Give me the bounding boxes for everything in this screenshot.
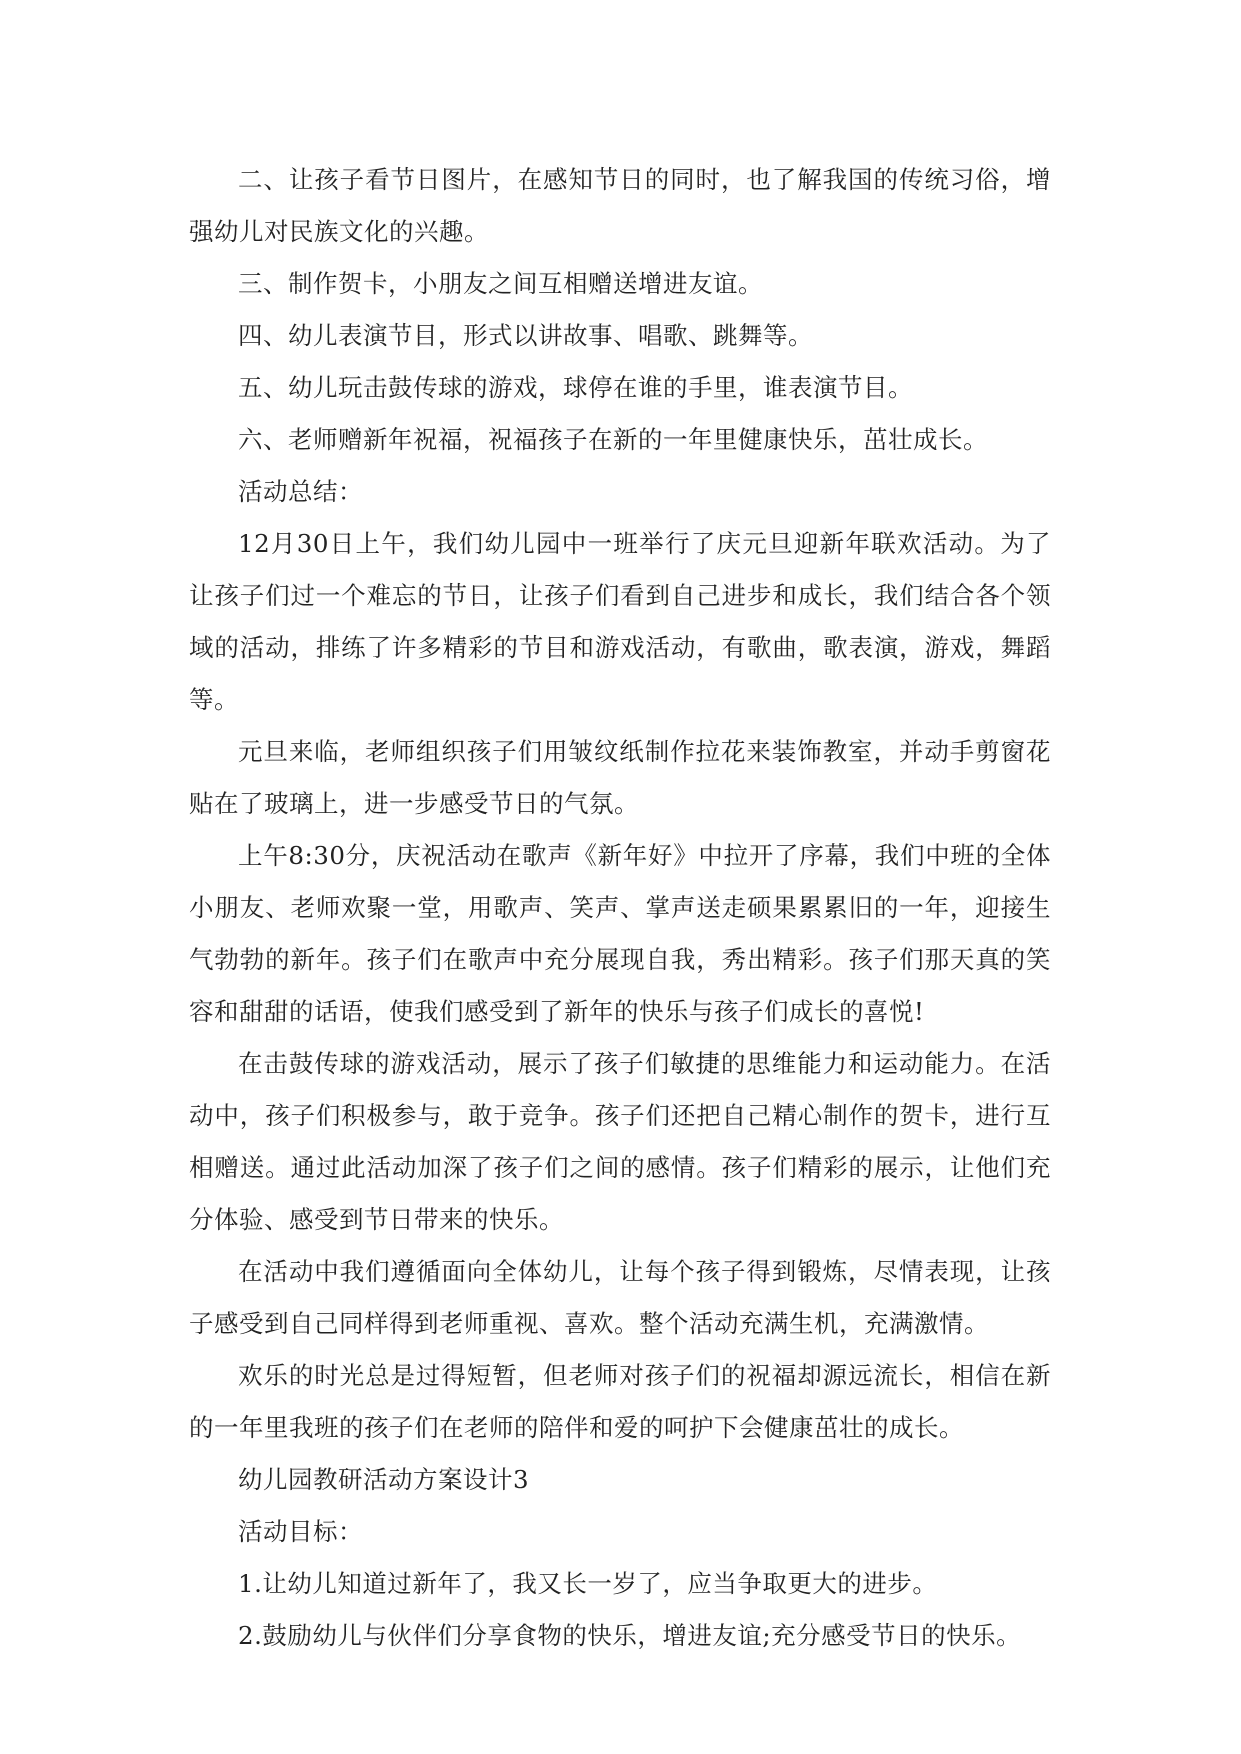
summary-paragraph-4: 在击鼓传球的游戏活动，展示了孩子们敏捷的思维能力和运动能力。在活动中，孩子们积极参与，敢于竞争。孩子们还把自己精心制作的贺卡，进行互相赠送。通过此活动加深了孩子们之间的感情。孩子们精彩的展示，让他们充分体验、感受到节日带来的快乐。 (189, 1049, 1051, 1234)
goal-item-2: 2.鼓励幼儿与伙伴们分享食物的快乐，增进友谊;充分感受节日的快乐。 (238, 1621, 1022, 1650)
summary-paragraph-1: 12月30日上午，我们幼儿园中一班举行了庆元旦迎新年联欢活动。为了让孩子们过一个难忘的节日，让孩子们看到自己进步和成长，我们结合各个领域的活动，排练了许多精彩的节目和游戏活动，有歌曲，歌表演，游戏，舞蹈等。 (189, 529, 1051, 714)
paragraph-item-4: 四、幼儿表演节目，形式以讲故事、唱歌、跳舞等。 (238, 321, 813, 350)
section-title-plan-3: 幼儿园教研活动方案设计3 (238, 1465, 530, 1494)
section-heading-summary: 活动总结： (238, 477, 363, 506)
goal-item-1: 1.让幼儿知道过新年了，我又长一岁了，应当争取更大的进步。 (238, 1569, 938, 1598)
summary-paragraph-2: 元旦来临，老师组织孩子们用皱纹纸制作拉花来装饰教室，并动手剪窗花贴在了玻璃上，进一步感受节日的气氛。 (189, 737, 1051, 818)
summary-paragraph-6: 欢乐的时光总是过得短暂，但老师对孩子们的祝福却源远流长，相信在新的一年里我班的孩子们在老师的陪伴和爱的呵护下会健康茁壮的成长。 (189, 1361, 1051, 1442)
paragraph-item-6: 六、老师赠新年祝福，祝福孩子在新的一年里健康快乐，茁壮成长。 (238, 425, 988, 454)
summary-paragraph-3: 上午8:30分，庆祝活动在歌声《新年好》中拉开了序幕，我们中班的全体小朋友、老师欢聚一堂，用歌声、笑声、掌声送走硕果累累旧的一年，迎接生气勃勃的新年。孩子们在歌声中充分展现自我，秀出精彩。孩子们那天真的笑容和甜甜的话语，使我们感受到了新年的快乐与孩子们成长的喜悦! (189, 841, 1051, 1026)
paragraph-item-2: 二、让孩子看节日图片，在感知节日的同时，也了解我国的传统习俗，增强幼儿对民族文化的兴趣。 (189, 165, 1051, 246)
document-body (189, 154, 1051, 1662)
summary-paragraph-5: 在活动中我们遵循面向全体幼儿，让每个孩子得到锻炼，尽情表现，让孩子感受到自己同样得到老师重视、喜欢。整个活动充满生机，充满激情。 (189, 1257, 1051, 1338)
paragraph-item-5: 五、幼儿玩击鼓传球的游戏，球停在谁的手里，谁表演节目。 (238, 373, 913, 402)
section-heading-goals: 活动目标： (238, 1517, 363, 1546)
paragraph-item-3: 三、制作贺卡，小朋友之间互相赠送增进友谊。 (238, 269, 763, 298)
